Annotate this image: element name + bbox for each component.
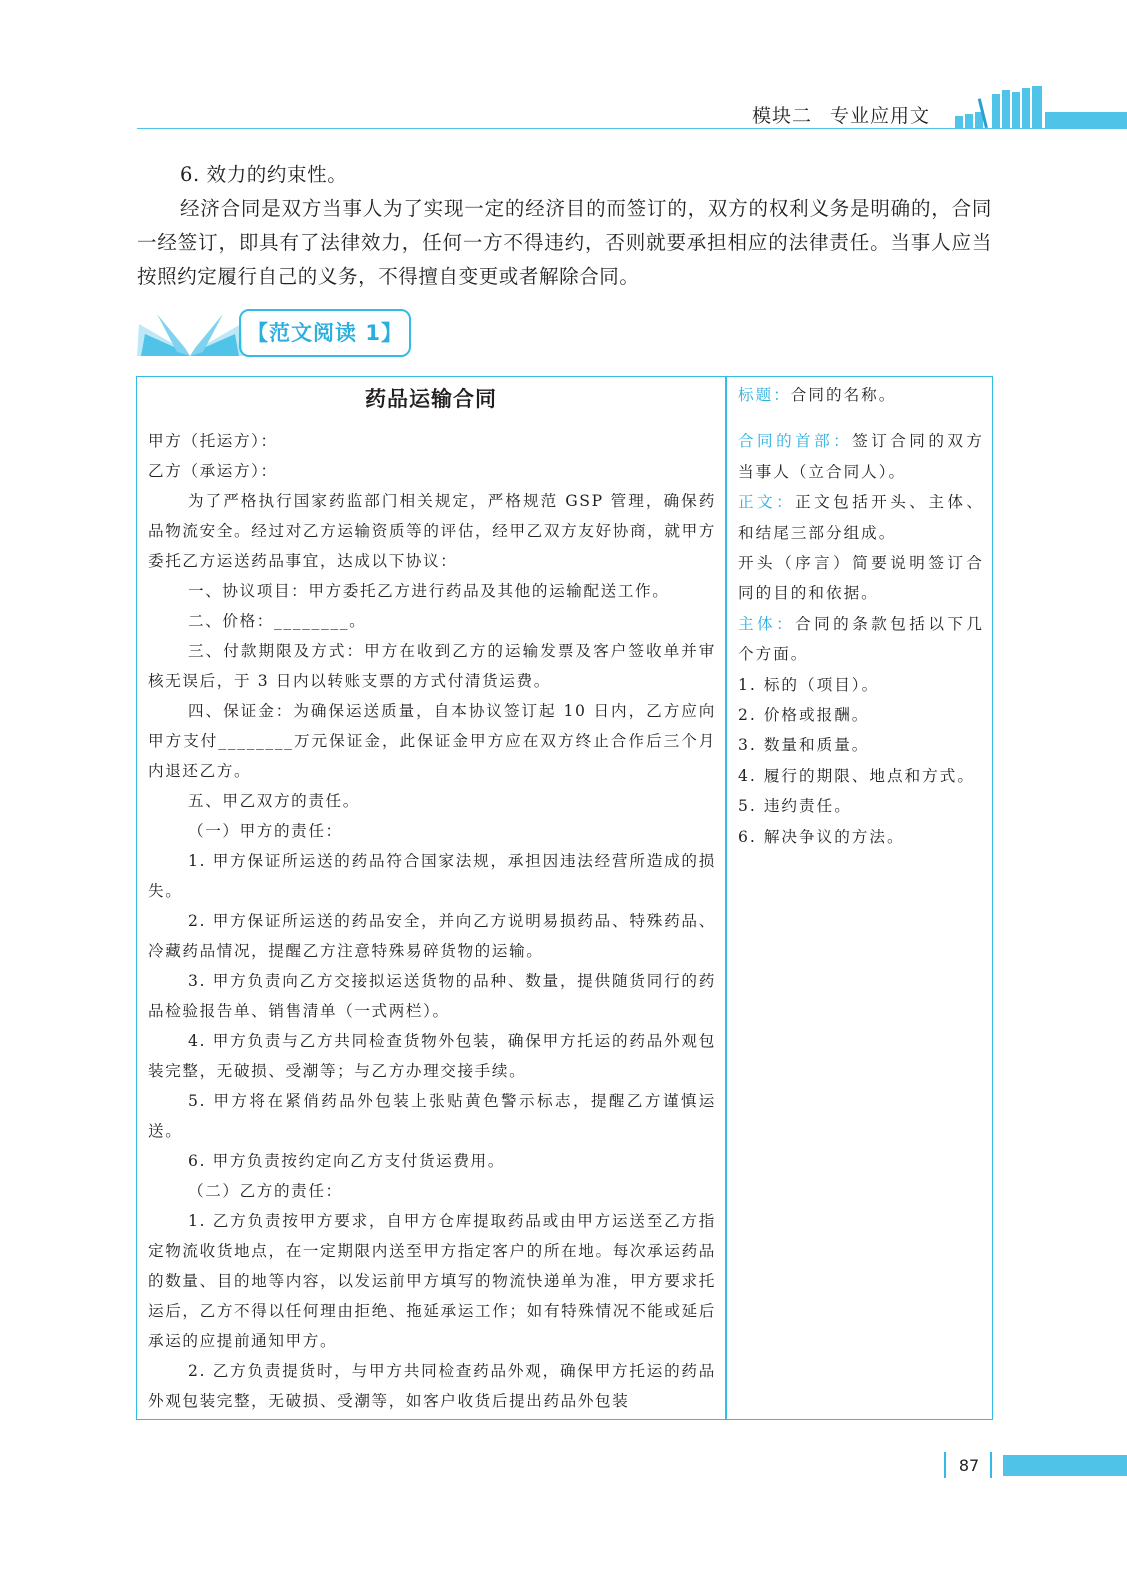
note-item: 2. 价格或报酬。 [738,706,870,725]
note-item: 4. 履行的期限、地点和方式。 [738,766,975,785]
header-band [1045,112,1127,128]
contract-line: 2. 甲方保证所运送的药品安全，并向乙方说明易损药品、特殊药品、冷藏药品情况，提醒乙方注意特殊易碎货物的运输。 [148,912,716,960]
note-text: 签订合同的双方当事人（立合同人）。 [738,432,984,481]
note-item: 6. 解决争议的方法。 [738,827,905,846]
contract-line: （一）甲方的责任： [188,822,343,840]
header-rule [137,128,1127,129]
contract-line: 一、协议项目：甲方委托乙方进行药品及其他的运输配送工作。 [188,582,670,600]
running-header [752,101,930,128]
sample-reading-banner: 【范文阅读 1】 [239,309,411,357]
contract-line: 6. 甲方负责按约定向乙方支付货运费用。 [188,1152,505,1170]
contract-line: 乙方（承运方）： [148,462,278,480]
contract-line: 5. 甲方将在紧俏药品外包装上张贴黄色警示标志，提醒乙方谨慎运送。 [148,1092,716,1140]
page-number-bar-right [990,1452,992,1478]
contract-line: 为了严格执行国家药监部门相关规定，严格规范 GSP 管理，确保药品物流安全。经过对乙方运输资质等的评估，经甲乙双方友好协商，就甲方委托乙方运送药品事宜，达成以下协议： [148,492,716,570]
footer-band [1003,1455,1127,1476]
note-keyword: 正文： [738,493,796,512]
contract-title: 药品运输合同 [365,387,497,411]
note-text: 合同的条款包括以下几个方面。 [738,614,984,664]
section-label: 专业应用文 [830,105,931,127]
page-number: 87 [958,1456,980,1475]
contract-line: 二、价格：________。 [188,612,367,630]
contract-line: 1. 乙方负责按甲方要求，自甲方仓库提取药品或由甲方运送至乙方指定物流收货地点，在一定期限内送至甲方指定客户的所在地。每次承运药品的数量、目的地等内容，以发运前甲方填写的物流快递单为准，甲方要求托运后，乙方不得以任何理由拒绝、拖延承运工作；如有特殊情况不能或延后承运的应提前通知甲方。 [148,1212,716,1350]
note-keyword: 标题： [738,386,791,404]
open-book-icon [137,312,243,358]
note-keyword: 主体： [738,614,796,633]
note-head [738,426,984,487]
intro-paragraph: 经济合同是双方当事人为了实现一定的经济目的而签订的，双方的权利义务是明确的，合同一经签订，即具有了法律效力，任何一方不得违约，否则就要承担相应的法律责任。当事人应当按照约定履行自己的义务，不得擅自变更或者解除合同。 [137,197,992,288]
note-item: 3. 数量和质量。 [738,736,870,755]
contract-body [148,426,716,1416]
note-opening: 开头（序言）简要说明签订合同的目的和依据。 [738,554,984,603]
column-divider [725,376,727,1420]
contract-line: 4. 甲方负责与乙方共同检查货物外包装，确保甲方托运的药品外观包装完整，无破损、受潮等；与乙方办理交接手续。 [148,1032,716,1080]
contract-line: 2. 乙方负责提货时，与甲方共同检查药品外观，确保甲方托运的药品外观包装完整，无破损、受潮等，如客户收货后提出药品外包装 [148,1362,716,1410]
note-item: 1. 标的（项目）。 [738,675,880,694]
contract-line: 三、付款期限及方式：甲方在收到乙方的运输发票及客户签收单并审核无误后，于 3 日内以转账支票的方式付清货运费。 [148,642,716,690]
contract-line: 甲方（托运方）： [148,432,278,450]
contract-line: 四、保证金：为确保运送质量，自本协议签订起 10 日内，乙方应向甲方支付________万元保证金，此保证金甲方应在双方终止合作后三个月内退还乙方。 [148,702,716,780]
contract-line: 3. 甲方负责向乙方交接拟运送货物的品种、数量，提供随货同行的药品检验报告单、销售清单（一式两栏）。 [148,972,716,1020]
header-bars-graphic [955,86,1045,128]
note-text: 合同的名称。 [790,386,897,404]
point-6-heading: 6. 效力的约束性。 [180,163,348,186]
contract-line: 五、甲乙双方的责任。 [188,792,360,810]
note-keyword: 合同的首部： [738,432,853,451]
note-main [738,609,984,670]
note-title [738,380,984,410]
contract-line: 1. 甲方保证所运送的药品符合国家法规，承担因违法经营所造成的损失。 [148,852,716,900]
note-item: 5. 违约责任。 [738,797,852,816]
contract-line: （二）乙方的责任： [188,1182,343,1200]
page-number-bar-left [944,1452,946,1478]
note-body [738,487,984,548]
annotation-column [738,380,984,852]
note-text: 正文包括开头、主体、和结尾三部分组成。 [738,493,984,542]
module-label: 模块二 [752,105,813,127]
